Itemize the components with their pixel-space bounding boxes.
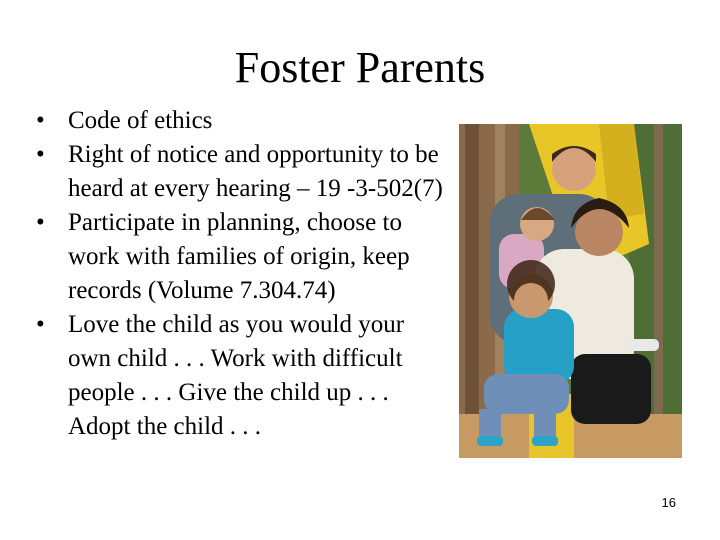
page-number: 16 [661, 495, 676, 510]
bullet-text: Participate in planning, choose to work with families of origin, keep records (Volume 7.304.74) [68, 209, 410, 304]
family-photo [459, 124, 682, 458]
bullet-item [36, 206, 446, 308]
bullet-marker: • [36, 311, 45, 338]
bullet-list [36, 104, 446, 444]
bullet-item [36, 138, 446, 206]
bullet-marker: • [36, 141, 45, 168]
bullet-item [36, 104, 446, 138]
bullet-text: Love the child as you would your own child . . . Work with difficult people . . . Give the child up . . . Adopt the child . . . [68, 311, 405, 440]
bullet-item [36, 308, 446, 444]
bullet-marker: • [36, 209, 45, 236]
bullet-text: Code of ethics [68, 107, 213, 134]
bullet-text: Right of notice and opportunity to be heard at every hearing – 19 -3-502(7) [68, 141, 443, 202]
bullet-marker: • [36, 107, 45, 134]
slide-title: Foster Parents [234, 43, 486, 92]
